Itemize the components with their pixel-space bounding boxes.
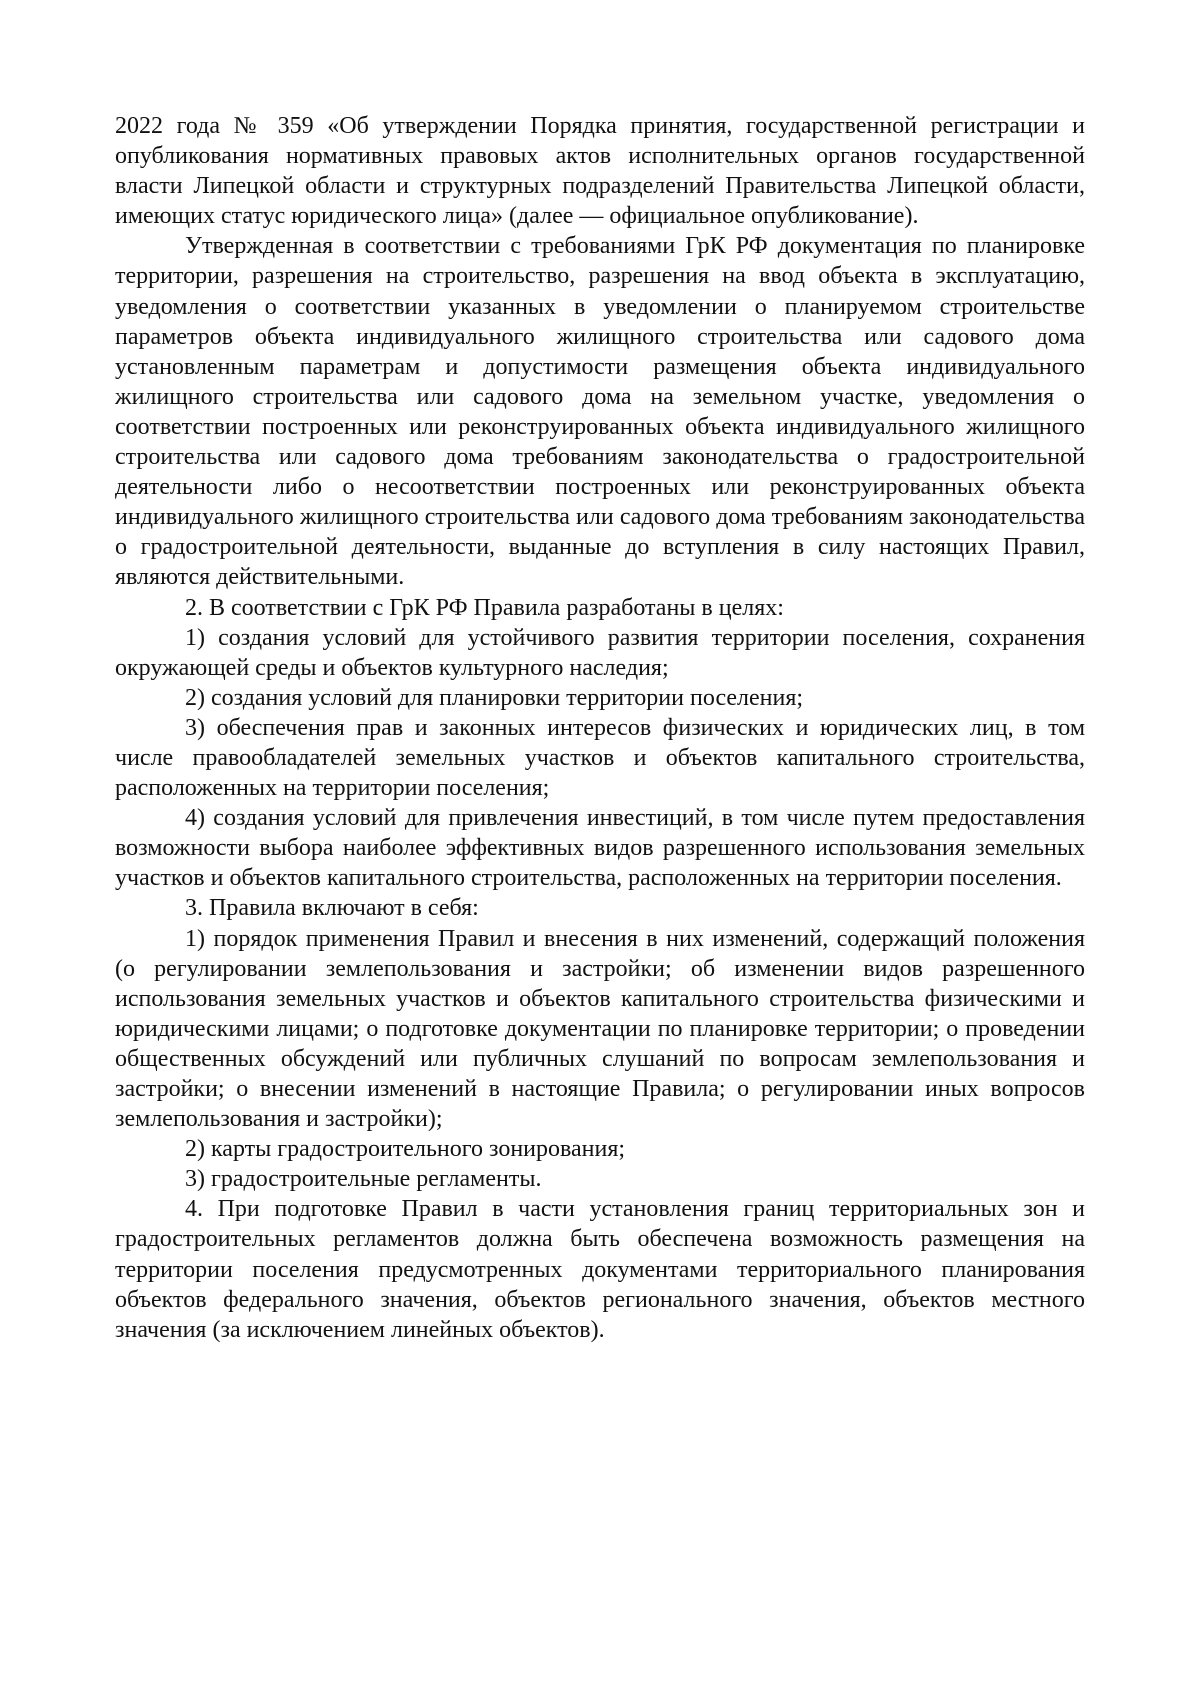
document-page: [115, 111, 1085, 1345]
paragraph-section-3-heading: 3. Правила включают в себя:: [185, 895, 479, 922]
paragraph-section-2-item-3: 3) обеспечения прав и законных интересов физических и юридических лиц, в том числе правообладателей земельных участков и объектов капитального строительства, расположенных на территории поселения;: [115, 714, 1085, 802]
paragraph-section-3-item-3: 3) градостроительные регламенты.: [185, 1166, 542, 1193]
paragraph-intro-continuation: 2022 года № 359 «Об утверждении Порядка принятия, государственной регистрации и опубликования нормативных правовых актов исполнительных органов государственной власти Липецкой области и структурных подразделений Правительства Липецкой области, имеющих статус юридического лица» (далее — официальное опубликование).: [115, 113, 1085, 230]
paragraph-section-2-heading: 2. В соответствии с ГрК РФ Правила разработаны в целях:: [185, 594, 784, 621]
paragraph-section-3-item-1: 1) порядок применения Правил и внесения в них изменений, содержащий положения (о регулировании землепользования и застройки; об изменении видов разрешенного использования земельных участков и объектов капитального строительства физическими и юридическими лицами; о подготовке документации по планировке территории; о проведении общественных обсуждений или публичных слушаний по вопросам землепользования и застройки; о внесении изменений в настоящие Правила; о регулировании иных вопросов землепользования и застройки);: [115, 925, 1085, 1133]
paragraph-section-4: 4. При подготовке Правил в части установления границ территориальных зон и градостроительных регламентов должна быть обеспечена возможность размещения на территории поселения предусмотренных документами территориального планирования объектов федерального значения, объектов регионального значения, объектов местного значения (за исключением линейных объектов).: [115, 1196, 1085, 1343]
paragraph-section-3-item-2: 2) карты градостроительного зонирования;: [185, 1136, 626, 1163]
paragraph-approved-documentation: Утвержденная в соответствии с требованиями ГрК РФ документация по планировке территории, разрешения на строительство, разрешения на ввод объекта в эксплуатацию, уведомления о соответствии указанных в уведомлении о планируемом строительстве параметров объекта индивидуального жилищного строительства или садового дома установленным параметрам и допустимости размещения объекта индивидуального жилищного строительства или садового дома на земельном участке, уведомления о соответствии построенных или реконструированных объекта индивидуального жилищного строительства или садового дома требованиям законодательства о градостроительной деятельности либо о несоответствии построенных или реконструированных объекта индивидуального жилищного строительства или садового дома требованиям законодательства о градостроительной деятельности, выданные до вступления в силу настоящих Правил, являются действительными.: [115, 233, 1085, 591]
paragraph-section-2-item-4: 4) создания условий для привлечения инвестиций, в том числе путем предоставления возможности выбора наиболее эффективных видов разрешенного использования земельных участков и объектов капитального строительства, расположенных на территории поселения.: [115, 805, 1085, 892]
paragraph-section-2-item-1: 1) создания условий для устойчивого развития территории поселения, сохранения окружающей среды и объектов культурного наследия;: [115, 624, 1085, 681]
paragraph-section-2-item-2: 2) создания условий для планировки территории поселения;: [185, 684, 804, 711]
